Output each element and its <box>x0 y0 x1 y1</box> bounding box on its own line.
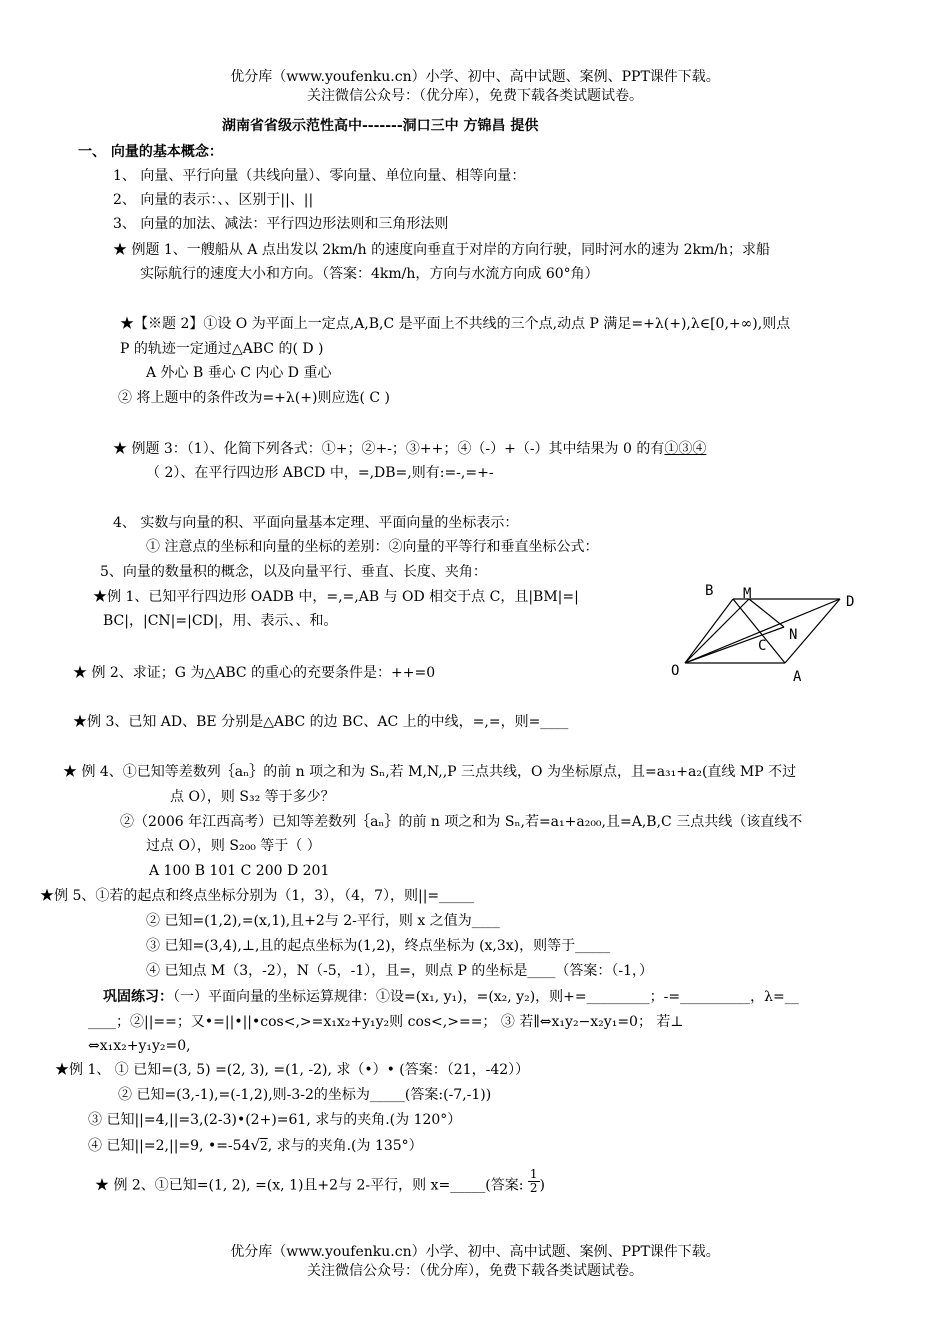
practice-ex2-text: ★ 例 2、①已知=(1, 2), =(x, 1)且+2与 2-平行，则 x=_____(答案: <box>95 1177 524 1194</box>
example-3-line-1 <box>113 440 706 458</box>
practice-line-1 <box>103 988 799 1006</box>
ex-a1-line-2: BC|，|CN|=|CD|，用、表示、、和。 <box>103 613 338 629</box>
item-5: 5、向量的数量积的概念，以及向量平行、垂直、长度、夹角： <box>100 564 487 580</box>
sqrt-symbol: √ <box>250 1136 261 1154</box>
example-1-line-1: ★ 例题 1、一艘船从 A 点出发以 2km/h 的速度向垂直于对岸的方向行驶，同时河水的速为 2km/h；求船 <box>113 242 770 258</box>
footer-line-2: 关注微信公众号：（优分库），免费下载各类试题试卷。 <box>307 1263 643 1279</box>
label-A: A <box>793 669 802 685</box>
label-D: D <box>846 594 855 610</box>
sqrt-radicand: 2 <box>260 1139 268 1153</box>
ex-a2: ★ 例 2、求证；G 为△ABC 的重心的充要条件是：++=0 <box>73 665 436 681</box>
item-1: 1、 向量、平行向量（共线向量）、零向量、单位向量、相等向量： <box>113 168 526 184</box>
example-2-line-1: ★【※题 2】①设 O 为平面上一定点,A,B,C 是平面上不共线的三个点,动点 P 满足=+λ(+),λ∈[0,+∞),则点 <box>120 316 791 332</box>
label-M: M <box>743 586 752 602</box>
fraction-denominator: 2 <box>529 1181 538 1195</box>
ex-a5-line-2: ② 已知=(1,2),=(x,1),且+2与 2-平行，则 x 之值为____ <box>146 913 500 929</box>
practice-ex2-close: ) <box>539 1177 545 1194</box>
item-4: 4、 实数与向量的积、平面向量基本定理、平面向量的坐标表示： <box>113 515 519 531</box>
practice-line-3: ⇔x₁x₂+y₁y₂=0, <box>88 1038 191 1054</box>
label-O: O <box>671 663 680 679</box>
section-heading: 一、 向量的基本概念： <box>78 144 223 160</box>
item-3: 3、 向量的加法、减法：平行四边形法则和三角形法则 <box>113 216 449 232</box>
ex-a4-options: A 100 B 101 C 200 D 201 <box>149 863 330 879</box>
footer-line-1: 优分库（www.youfenku.cn）小学、初中、高中试题、案例、PPT课件下载。 <box>230 1244 720 1260</box>
example-3-line-2: （ 2）、在平行四边形 ABCD 中，=,DB=,则有:=-,=+- <box>146 465 494 481</box>
practice-ex1-line-4 <box>88 1136 423 1155</box>
ex-a4-line-4: 过点 O），则 S₂₀₀ 等于（ ） <box>146 838 321 854</box>
fraction <box>528 1168 540 1195</box>
ex-a4-line-1: ★ 例 4、①已知等差数列｛aₙ｝的前 n 项之和为 Sₙ,若 M,N,,P 三点共线，O 为坐标原点，且=a₃₁+a₂(直线 MP 不过 <box>63 764 797 780</box>
example-3-answer: ①③④ <box>664 441 707 457</box>
ex-a4-line-2: 点 O），则 S₃₂ 等于多少？ <box>170 789 335 805</box>
example-2-options: A 外心 B 垂心 C 内心 D 重心 <box>146 365 332 381</box>
parallelogram-diagram <box>665 575 865 690</box>
practice-text: （一）平面向量的坐标运算规律：①设=(x₁, y₁)，=(x₂, y₂)，则+=_________；-=__________，λ=__ <box>173 989 799 1005</box>
practice-ex1-line-4b: , 求与的夹角.(为 135°） <box>267 1138 423 1154</box>
ex-a4-line-3: ②（2006 年江西高考）已知等差数列｛aₙ｝的前 n 项之和为 Sₙ,若=a₁+a₂₀₀,且=A,B,C 三点共线（该直线不 <box>120 814 803 830</box>
ex-a5-line-1: ★例 5、①若的起点和终点坐标分别为（1，3），（4，7），则||=_____ <box>40 888 475 904</box>
item-4-sub: ① 注意点的坐标和向量的坐标的差别：②向量的平等行和垂直坐标公式： <box>146 539 599 555</box>
doc-title: 湖南省省级示范性高中-------洞口三中 方锦昌 提供 <box>222 118 539 134</box>
header-line-1: 优分库（www.youfenku.cn）小学、初中、高中试题、案例、PPT课件下载。 <box>230 69 720 85</box>
example-2-line-4: ② 将上题中的条件改为=+λ(+)则应选( C ) <box>118 390 390 406</box>
practice-ex2-line <box>95 1167 545 1199</box>
segment-OM <box>685 599 749 663</box>
segment-MN <box>749 599 784 627</box>
example-3-text: ★ 例题 3：（1）、化简下列各式：①+；②+-；③++；④（-）+（-）其中结果为 0 的有 <box>113 441 665 457</box>
practice-label: 巩固练习： <box>103 989 173 1005</box>
practice-line-2: ____；②||==；又•=||•||•cos<,>=x₁x₂+y₁y₂则 cos<,>==； ③ 若∥⇔x₁y₂−x₂y₁=0； 若⊥ <box>88 1014 684 1030</box>
ex-a5-line-3: ③ 已知=(3,4),⊥,且的起点坐标为(1,2)，终点坐标为 (x,3x)，则等于_____ <box>146 938 611 954</box>
practice-ex1-line-4a: ④ 已知||=2,||=9, •=-54 <box>88 1138 251 1154</box>
header-line-2: 关注微信公众号：（优分库），免费下载各类试题试卷。 <box>307 88 643 104</box>
ex-a3: ★例 3、已知 AD、BE 分别是△ABC 的边 BC、AC 上的中线，=,=，则=____ <box>73 714 569 730</box>
fraction-numerator: 1 <box>529 1167 538 1181</box>
practice-ex1-line-1: ★例 1、 ① 已知=(3, 5) =(2, 3), =(1, -2), 求（•）• (答案：（21，-42）） <box>55 1062 530 1078</box>
label-B: B <box>705 583 714 599</box>
ex-a5-line-4: ④ 已知点 M（3，-2），N（-5，-1），且=，则点 P 的坐标是____（答案：（-1，） <box>146 963 653 979</box>
item-2: 2、 向量的表示：、、区别于||、|| <box>113 192 314 208</box>
ex-a1-line-1: ★例 1、已知平行四边形 OADB 中，=,=,AB 与 OD 相交于点 C，且|BM|=| <box>93 589 579 605</box>
example-2-line-2: P 的轨迹一定通过△ABC 的( D ) <box>120 341 324 357</box>
label-C: C <box>758 638 767 654</box>
practice-ex1-line-3: ③ 已知||=4,||=3,(2-3)•(2+)=61, 求与的夹角.(为 120°） <box>88 1112 462 1128</box>
example-1-line-2: 实际航行的速度大小和方向。（答案：4km/h，方向与水流方向成 60°角） <box>140 266 599 282</box>
segment-ON <box>685 627 784 663</box>
label-N: N <box>789 627 798 643</box>
practice-ex1-line-2: ② 已知=(3,-1),=(-1,2),则-3-2的坐标为_____(答案:(-7,-1)) <box>118 1087 492 1103</box>
